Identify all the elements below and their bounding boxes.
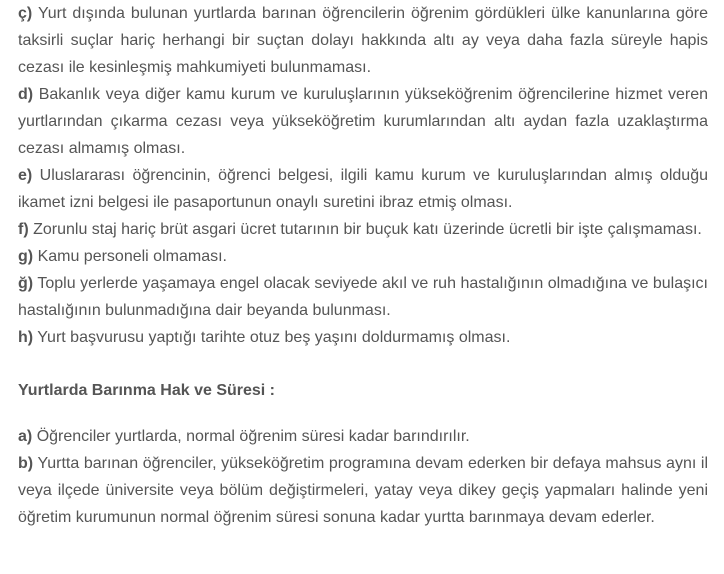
item-text: Yurt başvurusu yaptığı tarihte otuz beş yaşını doldurmamış olması. <box>37 329 511 346</box>
list-item-h <box>18 324 708 351</box>
list-item-c-cedilla <box>18 0 708 81</box>
item-marker: g) <box>18 248 34 265</box>
list-item-g-breve <box>18 270 708 324</box>
section-title: Yurtlarda Barınma Hak ve Süresi : <box>18 382 275 399</box>
item-marker: e) <box>18 167 33 184</box>
item-marker: ğ) <box>18 275 34 292</box>
item-text: Toplu yerlerde yaşamaya engel olacak seviyede akıl ve ruh hastalığının olmadığına ve bulaşıcı hastalığının bulunmadığına dair beyanda bulunması. <box>18 275 708 319</box>
item-text: Zorunlu staj hariç brüt asgari ücret tutarının bir buçuk katı üzerinde ücretli bir işte çalışmaması. <box>33 221 702 238</box>
item-marker: d) <box>18 86 34 103</box>
item-marker: h) <box>18 329 34 346</box>
list-item-f <box>18 216 708 243</box>
item-marker: ç) <box>18 5 33 22</box>
item-marker: b) <box>18 455 34 472</box>
item-text: Bakanlık veya diğer kamu kurum ve kuruluşlarının yükseköğrenim öğrencilerine hizmet veren yurtlarından çıkarma cezası veya yükseköğretim kurumlarından altı aydan fazla uzaklaştırma cezası almamış olması. <box>18 86 709 157</box>
item-text: Kamu personeli olmaması. <box>37 248 227 265</box>
list-item-a <box>18 423 708 450</box>
list-item-e <box>18 162 708 216</box>
item-marker: a) <box>18 428 33 445</box>
item-marker: f) <box>18 221 29 238</box>
item-text: Uluslararası öğrencinin, öğrenci belgesi, ilgili kamu kurum ve kuruluşlarından almış olduğu ikamet izni belgesi ile pasaportunun onaylı suretini ibraz etmiş olması. <box>18 167 709 211</box>
section-spacer <box>18 404 708 423</box>
item-text: Öğrenciler yurtlarda, normal öğrenim süresi kadar barındırılır. <box>36 428 470 445</box>
item-text: Yurt dışında bulunan yurtlarda barınan öğrencilerin öğrenim gördükleri ülke kanunlarına göre taksirli suçlar hariç herhangi bir suçtan dolayı hakkında altı ay veya daha fazla süreyle hapis cezası ile kesinleşmiş mahkumiyeti bulunmaması. <box>18 5 709 76</box>
section-spacer <box>18 351 708 377</box>
list-item-b <box>18 450 708 531</box>
document-body <box>18 0 708 531</box>
list-item-d <box>18 81 708 162</box>
item-text: Yurtta barınan öğrenciler, yükseköğretim programına devam ederken bir defaya mahsus aynı il veya ilçede üniversite veya bölüm değiştirmeleri, yatay veya dikey geçiş yapmaları halinde yeni öğretim kurumunun normal öğrenim süresi sonuna kadar yurtta barınmaya devam ederler. <box>18 455 709 526</box>
list-item-g <box>18 243 708 270</box>
